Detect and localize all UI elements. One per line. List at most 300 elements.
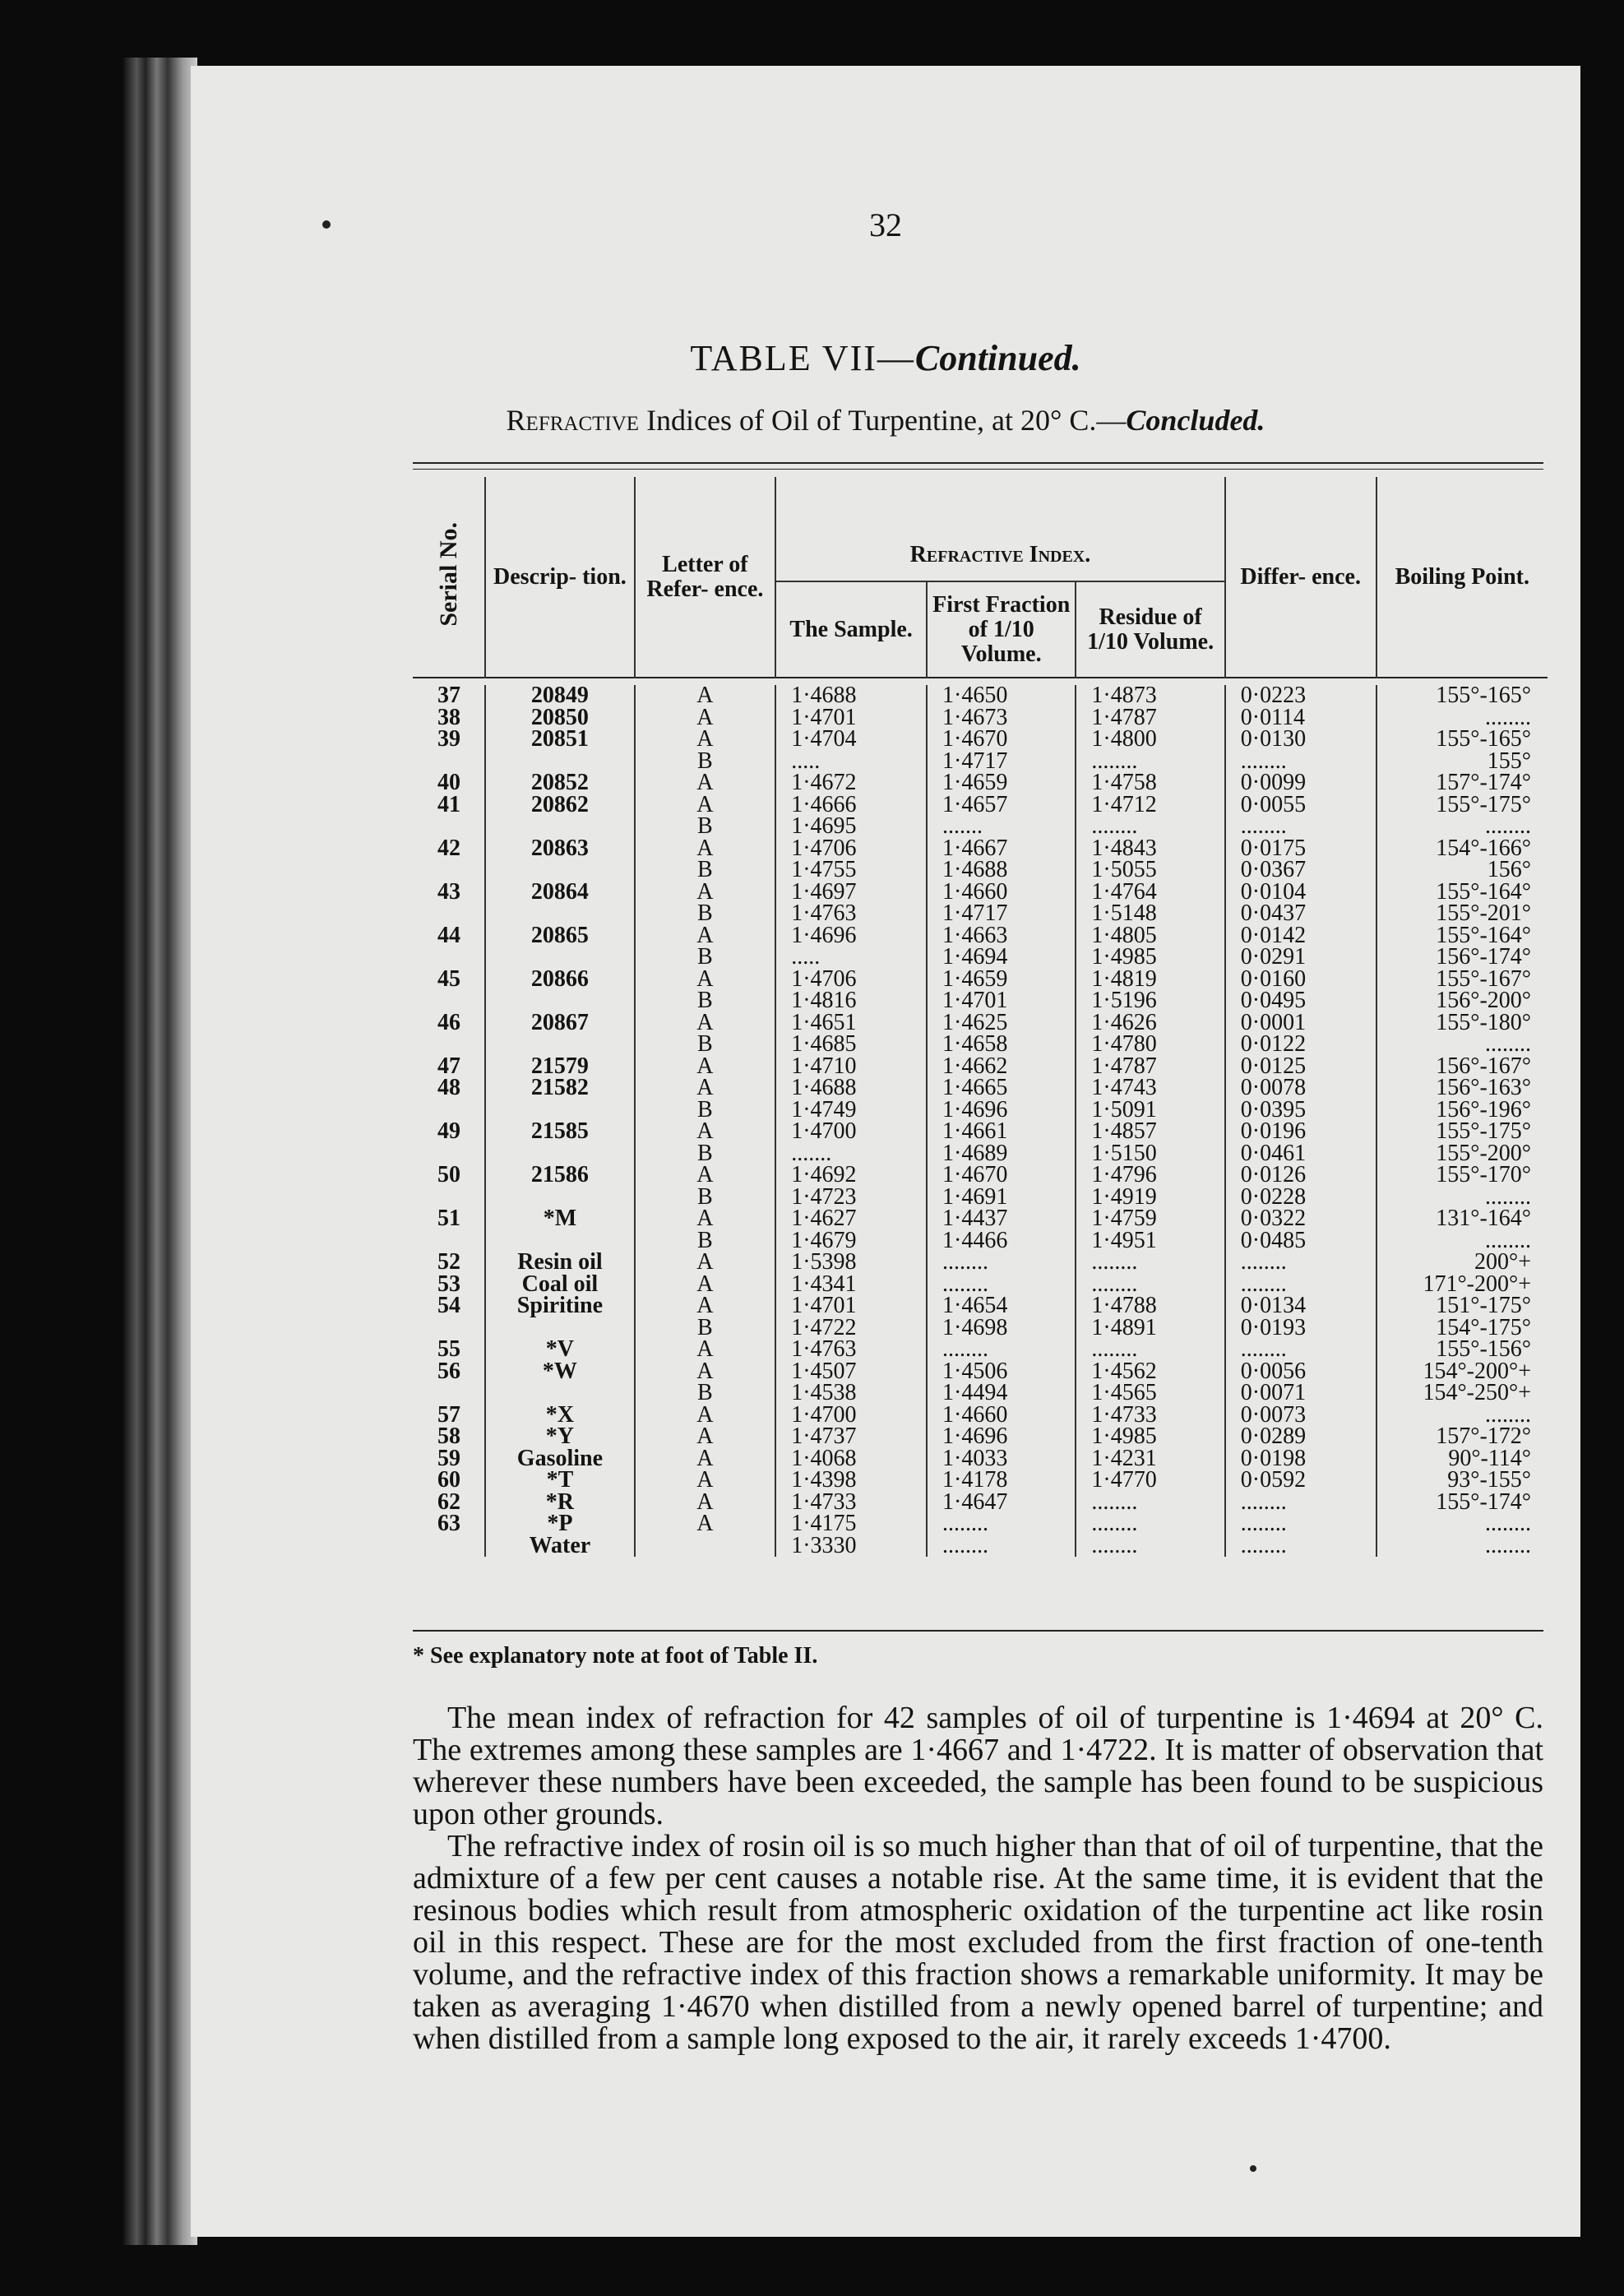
first-fraction-cell: 1·4659: [927, 969, 1076, 991]
description-cell: *W: [485, 1361, 634, 1383]
paragraph: The refractive index of rosin oil is so much higher than that of oil of turpentine, that the admixture of a few per cent causes a notable rise. At the same time, it is evident that the resinous bodies which result from atmospheric oxidation of the turpentine act like rosin oil in this respect. These are for the most excluded from the first fraction of one-tenth volume, and the refractive index of this fraction shows a remarkable uniformity. It may be taken as averaging 1·4670 when distilled from a newly opened barrel of turpentine; and when distilled from a sample long exposed to the air, it rarely exceeds 1·4700.: [413, 1829, 1543, 2056]
table-row: [413, 1295, 1548, 1317]
serial-cell: [413, 903, 485, 925]
serial-cell: [413, 1143, 485, 1165]
difference-cell: 0·0228: [1225, 1187, 1376, 1209]
subtitle-lead: Refractive: [506, 404, 640, 437]
residue-cell: 1·4759: [1076, 1208, 1224, 1230]
serial-cell: 53: [437, 1271, 460, 1297]
boiling-point-cell: 156°: [1376, 859, 1548, 882]
first-fraction-cell: 1·4667: [927, 838, 1076, 860]
sample-cell: 1·4538: [775, 1382, 927, 1405]
boiling-point-cell: ........: [1376, 816, 1548, 838]
boiling-point-cell: 200°+: [1376, 1252, 1548, 1274]
difference-cell: 0·0126: [1225, 1164, 1376, 1187]
serial-cell: 47: [437, 1053, 460, 1079]
residue-cell: 1·4857: [1076, 1121, 1224, 1143]
difference-cell: 0·0291: [1225, 947, 1376, 969]
description-cell: *X: [485, 1405, 634, 1427]
boiling-point-cell: ........: [1376, 707, 1548, 729]
difference-cell: 0·0078: [1225, 1077, 1376, 1099]
sample-cell: 1·4685: [775, 1034, 927, 1056]
residue-cell: 1·4770: [1076, 1470, 1224, 1492]
sample-cell: 1·4722: [775, 1317, 927, 1340]
page-number: 32: [869, 206, 902, 243]
serial-cell: 55: [437, 1336, 460, 1363]
first-fraction-cell: 1·4696: [927, 1426, 1076, 1448]
difference-cell: 0·0592: [1225, 1470, 1376, 1492]
difference-cell: 0·0073: [1225, 1405, 1376, 1427]
residue-cell: 1·4796: [1076, 1164, 1224, 1187]
letter-cell: A: [635, 1012, 776, 1035]
sample-cell: 1·4341: [775, 1274, 927, 1296]
serial-cell: 54: [437, 1293, 460, 1319]
serial-header: Serial No.: [434, 521, 462, 627]
boiling-point-cell: 154°-166°: [1376, 838, 1548, 860]
table-row: [413, 1535, 1548, 1558]
description-cell: 20863: [485, 838, 634, 860]
description-cell: Gasoline: [485, 1448, 634, 1470]
serial-cell: 38: [437, 704, 460, 730]
description-cell: Water: [485, 1535, 634, 1558]
sample-cell: 1·4679: [775, 1230, 927, 1252]
difference-cell: 0·0437: [1225, 903, 1376, 925]
letter-cell: A: [635, 1252, 776, 1274]
sample-cell: 1·4763: [775, 903, 927, 925]
table-row: [413, 1470, 1548, 1492]
residue-cell: 1·4951: [1076, 1230, 1224, 1252]
residue-cell: ........: [1076, 1513, 1224, 1535]
difference-cell: 0·0055: [1225, 794, 1376, 817]
residue-cell: 1·4733: [1076, 1405, 1224, 1427]
residue-cell: 1·4843: [1076, 838, 1224, 860]
residue-cell: 1·4985: [1076, 947, 1224, 969]
table-row: [413, 1426, 1548, 1448]
serial-cell: 59: [437, 1445, 460, 1471]
description-cell: Coal oil: [485, 1274, 634, 1296]
residue-cell: 1·5148: [1076, 903, 1224, 925]
table-row: [413, 816, 1548, 838]
table-top-rule-thin: [413, 469, 1543, 470]
letter-cell: B: [635, 1099, 776, 1122]
residue-cell: 1·4758: [1076, 772, 1224, 794]
difference-cell: 0·0485: [1225, 1230, 1376, 1252]
letter-cell: B: [635, 816, 776, 838]
letter-cell: A: [635, 1405, 776, 1427]
residue-cell: ........: [1076, 1492, 1224, 1514]
description-cell: 21586: [485, 1164, 634, 1187]
serial-cell: 56: [437, 1358, 460, 1384]
residue-cell: ........: [1076, 751, 1224, 773]
letter-cell: A: [635, 1056, 776, 1078]
letter-cell: A: [635, 1339, 776, 1361]
table-row: [413, 1230, 1548, 1252]
first-fraction-cell: 1·4662: [927, 1056, 1076, 1078]
table-row: [413, 1361, 1548, 1383]
first-fraction-cell: ........: [927, 1274, 1076, 1296]
sample-cell: 1·4697: [775, 882, 927, 904]
boiling-point-cell: 156°-200°: [1376, 990, 1548, 1012]
serial-cell: 41: [437, 791, 460, 817]
letter-cell: B: [635, 1034, 776, 1056]
residue-cell: 1·4787: [1076, 1056, 1224, 1078]
description-cell: [485, 1230, 634, 1252]
serial-cell: [413, 1187, 485, 1209]
serial-cell: 40: [437, 770, 460, 796]
description-cell: 21579: [485, 1056, 634, 1078]
table-row: [413, 990, 1548, 1012]
difference-cell: 0·0142: [1225, 925, 1376, 947]
table-row: [413, 1448, 1548, 1470]
table-subtitle: [191, 403, 1580, 437]
table-row: [413, 1492, 1548, 1514]
body-text: [413, 1702, 1543, 2055]
boiling-point-cell: 155°-200°: [1376, 1143, 1548, 1165]
letter-cell: B: [635, 1230, 776, 1252]
sample-cell: 1·5398: [775, 1252, 927, 1274]
description-cell: [485, 1143, 634, 1165]
first-fraction-cell: 1·4673: [927, 707, 1076, 729]
boiling-point-cell: 155°: [1376, 751, 1548, 773]
sample-cell: 1·4666: [775, 794, 927, 817]
residue-cell: 1·4712: [1076, 794, 1224, 817]
boiling-point-cell: 171°-200°+: [1376, 1274, 1548, 1296]
sample-cell: 1·4701: [775, 707, 927, 729]
residue-cell: 1·4231: [1076, 1448, 1224, 1470]
residue-cell: 1·4626: [1076, 1012, 1224, 1035]
boiling-point-cell: ........: [1376, 1513, 1548, 1535]
boiling-point-cell: 156°-196°: [1376, 1099, 1548, 1122]
table-row: [413, 1187, 1548, 1209]
description-cell: [485, 1317, 634, 1340]
description-cell: *V: [485, 1339, 634, 1361]
sample-cell: 1·4507: [775, 1361, 927, 1383]
difference-cell: 0·0160: [1225, 969, 1376, 991]
letter-cell: B: [635, 1187, 776, 1209]
table-title-main: TABLE VII—: [690, 338, 915, 378]
table-top-rule: [413, 462, 1543, 464]
table-row: [413, 1382, 1548, 1405]
letter-cell: B: [635, 751, 776, 773]
serial-cell: 44: [437, 922, 460, 948]
first-fraction-cell: 1·4625: [927, 1012, 1076, 1035]
boiling-point-cell: ........: [1376, 1187, 1548, 1209]
table-row: [413, 859, 1548, 882]
sample-cell: 1·4704: [775, 729, 927, 751]
table-row: [413, 707, 1548, 729]
serial-cell: [413, 1230, 485, 1252]
first-fraction-cell: 1·4658: [927, 1034, 1076, 1056]
table-row: [413, 1339, 1548, 1361]
difference-cell: 0·0198: [1225, 1448, 1376, 1470]
serial-cell: 48: [437, 1075, 460, 1101]
description-cell: 20862: [485, 794, 634, 817]
first-fraction-cell: 1·4033: [927, 1448, 1076, 1470]
letter-cell: A: [635, 1274, 776, 1296]
difference-cell: 0·0114: [1225, 707, 1376, 729]
description-cell: *P: [485, 1513, 634, 1535]
first-fraction-cell: 1·4178: [927, 1470, 1076, 1492]
residue-cell: 1·4805: [1076, 925, 1224, 947]
difference-cell: 0·0130: [1225, 729, 1376, 751]
serial-cell: 58: [437, 1423, 460, 1450]
serial-cell: 51: [437, 1206, 460, 1232]
boiling-point-cell: ........: [1376, 1535, 1548, 1558]
description-cell: [485, 1034, 634, 1056]
description-cell: 20849: [485, 685, 634, 707]
serial-cell: [413, 751, 485, 773]
description-cell: [485, 990, 634, 1012]
sample-cell: 1·4651: [775, 1012, 927, 1035]
sample-cell: 1·4816: [775, 990, 927, 1012]
sample-cell: 1·4688: [775, 685, 927, 707]
sample-cell: 1·4700: [775, 1121, 927, 1143]
letter-cell: A: [635, 794, 776, 817]
serial-cell: [413, 816, 485, 838]
letter-cell: A: [635, 1077, 776, 1099]
table-row: [413, 772, 1548, 794]
difference-cell: 0·0125: [1225, 1056, 1376, 1078]
residue-cell: 1·4562: [1076, 1361, 1224, 1383]
first-fraction-cell: 1·4494: [927, 1382, 1076, 1405]
first-fraction-cell: ........: [927, 1513, 1076, 1535]
letter-cell: B: [635, 1317, 776, 1340]
first-fraction-cell: 1·4659: [927, 772, 1076, 794]
letter-header: Letter of Refer- ence.: [635, 477, 776, 678]
difference-cell: 0·0134: [1225, 1295, 1376, 1317]
difference-cell: 0·0175: [1225, 838, 1376, 860]
serial-cell: 39: [437, 726, 460, 752]
description-cell: Spiritine: [485, 1295, 634, 1317]
sample-cell: 1·4706: [775, 838, 927, 860]
first-fraction-cell: 1·4650: [927, 685, 1076, 707]
first-fraction-cell: ........: [927, 1252, 1076, 1274]
book-spine-edge: [123, 58, 197, 2245]
boiling-point-cell: 156°-163°: [1376, 1077, 1548, 1099]
description-cell: 20866: [485, 969, 634, 991]
first-fraction-cell: ........: [927, 1535, 1076, 1558]
table-row: [413, 1513, 1548, 1535]
refractive-index-header: Refractive Index.: [775, 477, 1225, 581]
table-row: [413, 1143, 1548, 1165]
first-fraction-cell: 1·4698: [927, 1317, 1076, 1340]
sample-cell: 1·4696: [775, 925, 927, 947]
difference-cell: 0·0322: [1225, 1208, 1376, 1230]
difference-cell: 0·0099: [1225, 772, 1376, 794]
scanned-page: [191, 66, 1580, 2237]
residue-cell: 1·5150: [1076, 1143, 1224, 1165]
difference-cell: ........: [1225, 1535, 1376, 1558]
difference-cell: 0·0289: [1225, 1426, 1376, 1448]
description-cell: [485, 1382, 634, 1405]
boiling-point-cell: 157°-174°: [1376, 772, 1548, 794]
description-cell: 20851: [485, 729, 634, 751]
table-title-suffix: Continued.: [914, 338, 1081, 378]
description-cell: [485, 1099, 634, 1122]
boiling-point-cell: 155°-170°: [1376, 1164, 1548, 1187]
table-row: [413, 1012, 1548, 1035]
first-fraction-cell: .......: [927, 816, 1076, 838]
difference-cell: 0·0495: [1225, 990, 1376, 1012]
first-fraction-cell: 1·4717: [927, 751, 1076, 773]
sample-cell: 1·4749: [775, 1099, 927, 1122]
difference-cell: 0·0461: [1225, 1143, 1376, 1165]
letter-cell: A: [635, 1513, 776, 1535]
subtitle-suffix: Concluded.: [1126, 404, 1265, 437]
residue-header: Residue of 1/10 Volume.: [1076, 581, 1224, 678]
table-row: [413, 1077, 1548, 1099]
first-fraction-cell: 1·4466: [927, 1230, 1076, 1252]
difference-cell: ........: [1225, 751, 1376, 773]
difference-cell: 0·0056: [1225, 1361, 1376, 1383]
letter-cell: A: [635, 1208, 776, 1230]
letter-cell: B: [635, 903, 776, 925]
sample-cell: 1·4723: [775, 1187, 927, 1209]
description-cell: *M: [485, 1208, 634, 1230]
first-fraction-cell: 1·4670: [927, 1164, 1076, 1187]
table-row: [413, 838, 1548, 860]
letter-cell: A: [635, 1361, 776, 1383]
boiling-point-cell: 155°-175°: [1376, 1121, 1548, 1143]
difference-cell: 0·0071: [1225, 1382, 1376, 1405]
boiling-point-cell: 90°-114°: [1376, 1448, 1548, 1470]
first-fraction-cell: 1·4670: [927, 729, 1076, 751]
residue-cell: 1·4873: [1076, 685, 1224, 707]
description-cell: [485, 903, 634, 925]
boiling-point-cell: 155°-156°: [1376, 1339, 1548, 1361]
table-row: [413, 751, 1548, 773]
letter-cell: A: [635, 1492, 776, 1514]
sample-cell: 1·4706: [775, 969, 927, 991]
first-fraction-cell: 1·4647: [927, 1492, 1076, 1514]
table-row: [413, 1252, 1548, 1274]
boiling-point-cell: 155°-175°: [1376, 794, 1548, 817]
serial-cell: 46: [437, 1009, 460, 1035]
letter-cell: A: [635, 707, 776, 729]
boiling-point-cell: 155°-174°: [1376, 1492, 1548, 1514]
sample-cell: 1·4763: [775, 1339, 927, 1361]
sample-cell: 1·4175: [775, 1513, 927, 1535]
description-cell: 20865: [485, 925, 634, 947]
serial-cell: [413, 1099, 485, 1122]
sample-cell: 1·3330: [775, 1535, 927, 1558]
speck-mark: [1250, 2165, 1256, 2172]
sample-cell: 1·4737: [775, 1426, 927, 1448]
table-row: [413, 794, 1548, 817]
letter-cell: A: [635, 969, 776, 991]
description-header: Descrip- tion.: [485, 477, 634, 678]
refractive-index-table: [413, 477, 1548, 1557]
serial-cell: [413, 1034, 485, 1056]
residue-cell: 1·4788: [1076, 1295, 1224, 1317]
first-fraction-cell: 1·4691: [927, 1187, 1076, 1209]
boiling-point-cell: 155°-164°: [1376, 882, 1548, 904]
boiling-point-cell: ........: [1376, 1034, 1548, 1056]
table-row: [413, 1099, 1548, 1122]
residue-cell: ........: [1076, 1252, 1224, 1274]
boiling-point-cell: 156°-174°: [1376, 947, 1548, 969]
sample-cell: .....: [775, 751, 927, 773]
sample-cell: 1·4700: [775, 1405, 927, 1427]
sample-cell: 1·4755: [775, 859, 927, 882]
residue-cell: ........: [1076, 1274, 1224, 1296]
difference-cell: 0·0104: [1225, 882, 1376, 904]
table-row: [413, 1405, 1548, 1427]
letter-cell: A: [635, 729, 776, 751]
first-fraction-cell: 1·4701: [927, 990, 1076, 1012]
letter-cell: A: [635, 882, 776, 904]
table-row: [413, 685, 1548, 707]
difference-cell: 0·0193: [1225, 1317, 1376, 1340]
residue-cell: 1·5055: [1076, 859, 1224, 882]
difference-cell: 0·0395: [1225, 1099, 1376, 1122]
sample-cell: 1·4627: [775, 1208, 927, 1230]
table-row: [413, 969, 1548, 991]
first-fraction-cell: 1·4688: [927, 859, 1076, 882]
serial-cell: 52: [437, 1249, 460, 1275]
serial-cell: 57: [437, 1401, 460, 1428]
table-row: [413, 1208, 1548, 1230]
residue-cell: 1·4800: [1076, 729, 1224, 751]
boiling-point-cell: 131°-164°: [1376, 1208, 1548, 1230]
serial-cell: 60: [437, 1467, 460, 1493]
residue-cell: 1·4891: [1076, 1317, 1224, 1340]
boiling-point-cell: 154°-175°: [1376, 1317, 1548, 1340]
difference-cell: 0·0001: [1225, 1012, 1376, 1035]
sample-cell: 1·4701: [775, 1295, 927, 1317]
first-fraction-cell: 1·4665: [927, 1077, 1076, 1099]
letter-cell: B: [635, 990, 776, 1012]
speck-mark: [322, 220, 331, 229]
description-cell: [485, 859, 634, 882]
first-fraction-cell: 1·4654: [927, 1295, 1076, 1317]
serial-cell: [413, 990, 485, 1012]
table-row: [413, 947, 1548, 969]
first-fraction-cell: 1·4663: [927, 925, 1076, 947]
residue-cell: 1·4787: [1076, 707, 1224, 729]
sample-header: The Sample.: [775, 581, 927, 678]
first-fraction-header: First Fraction of 1/10 Volume.: [927, 581, 1076, 678]
boiling-point-cell: 154°-250°+: [1376, 1382, 1548, 1405]
boiling-point-cell: 155°-164°: [1376, 925, 1548, 947]
first-fraction-cell: 1·4660: [927, 1405, 1076, 1427]
boiling-point-cell: 155°-165°: [1376, 685, 1548, 707]
sample-cell: 1·4672: [775, 772, 927, 794]
first-fraction-cell: 1·4506: [927, 1361, 1076, 1383]
first-fraction-cell: 1·4661: [927, 1121, 1076, 1143]
description-cell: *Y: [485, 1426, 634, 1448]
residue-cell: 1·4819: [1076, 969, 1224, 991]
table-row: [413, 1121, 1548, 1143]
first-fraction-cell: ........: [927, 1339, 1076, 1361]
serial-cell: 49: [437, 1118, 460, 1145]
description-cell: 21582: [485, 1077, 634, 1099]
difference-cell: 0·0367: [1225, 859, 1376, 882]
letter-cell: A: [635, 1448, 776, 1470]
description-cell: [485, 816, 634, 838]
boiling-point-cell: ........: [1376, 1405, 1548, 1427]
sample-cell: 1·4688: [775, 1077, 927, 1099]
boiling-point-cell: 154°-200°+: [1376, 1361, 1548, 1383]
table-row: [413, 882, 1548, 904]
boiling-point-cell: 93°-155°: [1376, 1470, 1548, 1492]
sample-cell: 1·4068: [775, 1448, 927, 1470]
serial-cell: [413, 1382, 485, 1405]
difference-cell: ........: [1225, 1513, 1376, 1535]
description-cell: [485, 1187, 634, 1209]
residue-cell: 1·4780: [1076, 1034, 1224, 1056]
first-fraction-cell: 1·4696: [927, 1099, 1076, 1122]
